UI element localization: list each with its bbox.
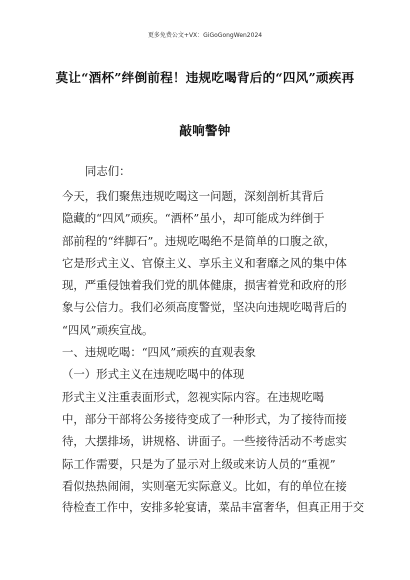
body-line: 待，大摆排场，讲规格、讲面子。一些接待活动不考虑实 bbox=[62, 434, 347, 449]
body-line: 它是形式主义、官僚主义、享乐主义和奢靡之风的集中体 bbox=[62, 255, 347, 270]
body-line: 中，部分干部将公务接待变成了一种形式，为了接待而接 bbox=[62, 411, 347, 426]
body-line: “四风”顽疾宣战。 bbox=[62, 322, 154, 337]
body-line: 际工作需要，只是为了显示对上级或来访人员的“重视” bbox=[62, 456, 336, 471]
document-body bbox=[62, 185, 364, 519]
body-line: 形式主义注重表面形式，忽视实际内容。在违规吃喝 bbox=[62, 389, 324, 404]
body-line: 部前程的“绊脚石”。违规吃喝绝不是简单的口腹之欲， bbox=[62, 233, 336, 248]
body-line: 看似热热闹闹，实则毫无实际意义。比如，有的单位在接 bbox=[62, 478, 347, 493]
section-heading: 一、违规吃喝：“四风”顽疾的直观表象 bbox=[62, 345, 256, 360]
body-line: 待检查工作中，安排多轮宴请，菜品丰富奢华，但真正用于交 bbox=[62, 501, 365, 515]
body-line: 今天，我们聚焦违规吃喝这一问题，深刻剖析其背后 bbox=[62, 189, 324, 203]
title-line-2: 敲响警钟 bbox=[179, 123, 231, 138]
subsection-heading: （一）形式主义在违规吃喝中的体现 bbox=[62, 367, 245, 382]
body-line: 象与公信力。我们必须高度警觉，坚决向违规吃喝背后的 bbox=[62, 300, 347, 315]
header-note: 更多免费公文+VX：GiGoGongWen2024 bbox=[147, 32, 263, 39]
greeting: 同志们： bbox=[85, 164, 131, 178]
body-line: 隐藏的“四风”顽疾。“酒杯”虽小，却可能成为绊倒于 bbox=[62, 211, 325, 226]
body-line: 现，严重侵蚀着我们党的肌体健康，损害着党和政府的形 bbox=[62, 278, 347, 293]
title-line-1: 莫让“酒杯”绊倒前程！违规吃喝背后的“四风”顽疾再 bbox=[55, 70, 355, 85]
